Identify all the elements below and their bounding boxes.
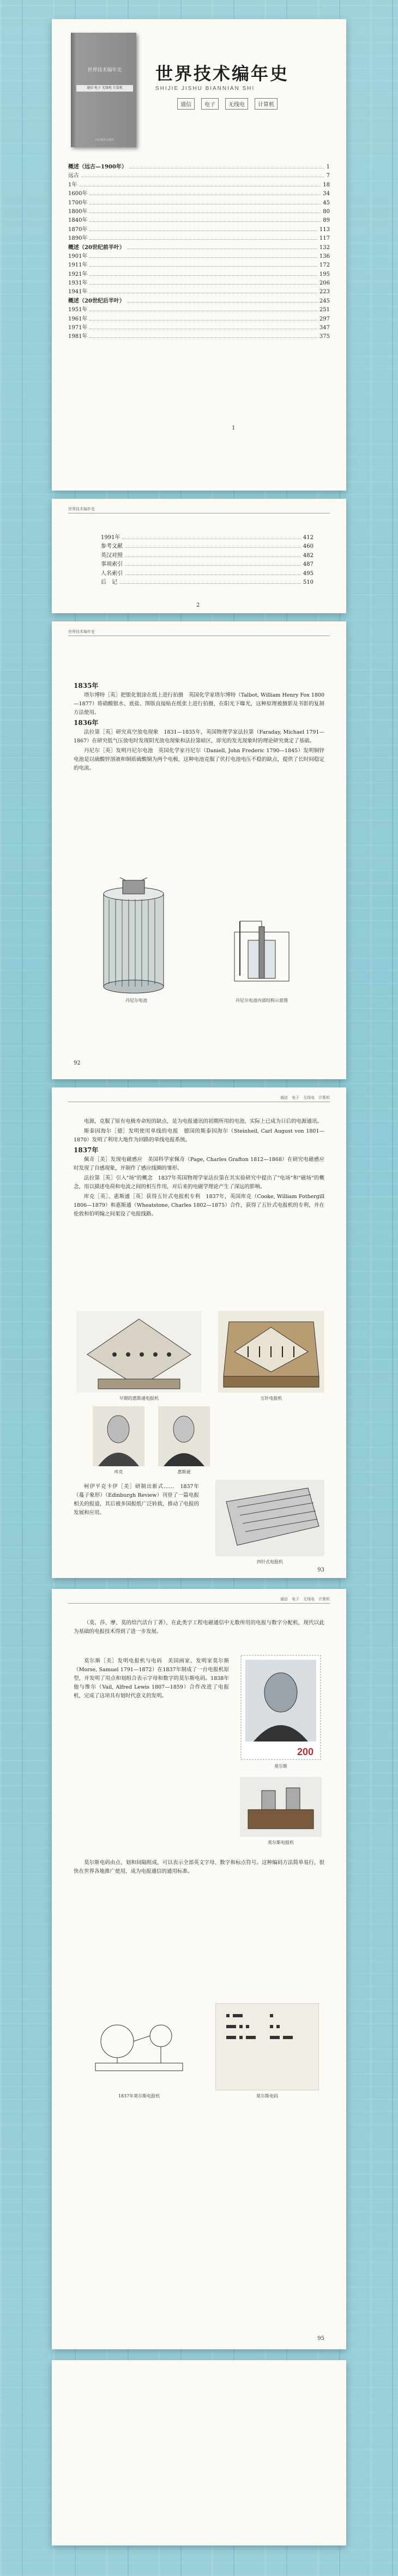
morse-code-chart xyxy=(215,2003,319,2090)
running-header: 世界技术编年史 xyxy=(68,507,95,511)
toc-entry-label: 1901年 xyxy=(68,253,88,259)
morse-apparatus-diagram xyxy=(85,2003,194,2090)
toc-entry-page: 117 xyxy=(319,235,330,242)
toc-entry-label: 人名索引 xyxy=(101,570,123,577)
toc-entry xyxy=(68,233,330,242)
paragraph: （莫、莎、摩、莫的给汽活台丁著），在此类字工程电磁通信中无数所用的电报与数字分配机，现代以此为基础的电报技术得到了进一步发展。 xyxy=(74,1620,324,1635)
toc-entry xyxy=(68,314,330,323)
toc-entry-label: 1870年 xyxy=(68,226,88,233)
toc-leader xyxy=(125,561,301,566)
toc-leader xyxy=(89,235,317,240)
cooke-portrait xyxy=(93,1406,144,1466)
figure-caption: 五针电报机 xyxy=(260,1396,282,1401)
toc-leader xyxy=(89,208,321,213)
paragraph: 斯泰因海尔［德］发明使用单线的电报 德国的斯泰因海尔（Steinheil, Carl August von 1801—1870）发明了利用大地作为回路的单线电报系统。 xyxy=(74,1128,324,1143)
toc-entry-page: 7 xyxy=(326,173,330,179)
content-page-93 xyxy=(52,1087,346,1578)
article-column xyxy=(74,1859,324,1877)
toc-entry-label: 1931年 xyxy=(68,280,88,287)
year-heading: 1836年 xyxy=(74,719,99,727)
toc-entry-label: 后 记 xyxy=(101,579,117,585)
article-column xyxy=(74,1619,324,1637)
morse-stamp-image xyxy=(240,1654,322,1761)
page-number: 92 xyxy=(74,1060,81,1066)
toc-entry xyxy=(68,278,330,287)
toc-entry-page: 206 xyxy=(319,280,330,287)
toc-entry-label: 概述（远古—1900年） xyxy=(68,164,127,170)
paragraph: 法拉第［英］研究真空放电现象 1831—1835年，英国物理学家法拉第（Faraday, Michael 1791—1867）在研究低气压放电时发现阴光放电现象和法拉第暗区，即光的发光现象时的理论研究奠定了基础。 xyxy=(74,729,324,744)
toc-entry xyxy=(68,287,330,295)
toc-entry-page: 460 xyxy=(303,543,313,550)
topic-tag: 电子 xyxy=(201,98,219,110)
wheatstone-telegraph-illustration xyxy=(76,1311,202,1393)
toc-page-2 xyxy=(52,499,346,613)
stamp-value-text: 200 xyxy=(297,1746,314,1757)
toc-entry xyxy=(68,269,330,278)
paragraph: 莫尔斯电码由点、划和间隔组成，可以表示全部英文字母、数字和标点符号。这种编码方法简单易行，很快在世界各地推广使用，成为电报通信的通用标准。 xyxy=(74,1860,324,1874)
toc-entry xyxy=(68,215,330,224)
book-cover-series: 通信 电子 无线电 计算机 xyxy=(76,85,133,92)
toc-entry xyxy=(68,207,330,215)
toc-entry-label: 1700年 xyxy=(68,199,88,206)
page-number: 93 xyxy=(317,1567,324,1573)
figure-caption: 丹尼尔电池 xyxy=(125,998,147,1003)
toc-leader xyxy=(125,570,301,575)
toc-entry xyxy=(68,260,330,269)
toc-entry-page: 375 xyxy=(319,334,330,340)
toc-page xyxy=(52,19,346,491)
toc-entry-page: 297 xyxy=(319,316,330,322)
paragraph: 柯伊平克卡伊［美］研制出新式…… 1837年（蔓子象形）（Edinburgh Review）刊登了一篇电报相关的报道，其后被多国报纸广泛转载，推动了电报的发展和应用。 xyxy=(74,1484,199,1516)
toc-entry xyxy=(68,162,330,171)
toc-entry-page: 34 xyxy=(323,191,330,197)
toc-leader xyxy=(119,579,301,584)
four-needle-telegraph-illustration xyxy=(215,1480,324,1556)
toc-leader xyxy=(89,253,317,258)
year-heading: 1835年 xyxy=(74,682,99,690)
topic-tag: 计算机 xyxy=(255,98,278,110)
toc-entry-page: 412 xyxy=(303,535,313,541)
figure-caption: 莫尔斯电码 xyxy=(256,2094,278,2099)
toc-leader xyxy=(89,333,317,338)
toc-entry-page: 113 xyxy=(319,226,330,233)
toc-leader xyxy=(89,271,317,276)
toc-entry xyxy=(68,225,330,233)
toc-leader xyxy=(89,306,317,311)
toc-entry xyxy=(68,198,330,207)
toc-leader xyxy=(125,543,301,548)
toc-entry-page: 136 xyxy=(319,253,330,259)
toc-leader xyxy=(127,298,317,303)
toc-entry-page: 482 xyxy=(303,552,313,559)
toc-entry xyxy=(68,331,330,340)
toc-leader xyxy=(89,217,321,222)
toc-entry-page: 510 xyxy=(303,579,313,585)
toc-entry-page: 347 xyxy=(319,325,330,331)
toc-entry-page: 223 xyxy=(319,289,330,295)
toc-entry-label: 1600年 xyxy=(68,191,88,197)
page-number: 95 xyxy=(317,2336,324,2342)
toc-leader xyxy=(89,262,317,267)
article-column-narrow xyxy=(74,1483,199,1519)
toc-entry-page: 89 xyxy=(323,217,330,224)
toc-entry-page: 132 xyxy=(319,244,330,251)
toc-leader xyxy=(89,316,317,321)
toc-leader xyxy=(129,164,324,168)
paragraph: 佩奇［美］发现电磁感应 美国科学家佩奇（Page, Charles Grafton 1812—1868）在研究电磁感应时发现了自感现象，并制作了感应线圈的雏形。 xyxy=(74,1157,324,1171)
toc-entry xyxy=(68,189,330,197)
article-column xyxy=(74,681,324,774)
paragraph: 库克［英］、惠斯通［英］获得五针式电报机专利 1837年，英国库克（Cooke, William Fothergill 1806—1879）和惠斯通（Wheatstone, Charles 1802—1875）合作，获得了五针式电报机的专利，并在伦敦和伯明翰之间架设了电报线路。 xyxy=(74,1194,324,1217)
toc-entry xyxy=(68,323,330,331)
toc-entry-page: 245 xyxy=(319,298,330,304)
toc-entry-page: 172 xyxy=(319,262,330,269)
toc-entry-label: 概述（20世纪后半叶） xyxy=(68,298,125,304)
paragraph: 法拉第［英］引入"场"的概念 1837年英国物理学家法拉第在其实验研究中提出了"电场"和"磁场"的概念，用以描述电荷和电流之间的相互作用，对后来的电磁学理论产生了深远的影响。 xyxy=(74,1175,324,1190)
toc-entry-page: 251 xyxy=(319,307,330,313)
page-number: 2 xyxy=(196,602,200,608)
book-cover-title: 世界技术编年史 xyxy=(87,68,122,73)
toc-leader xyxy=(122,534,300,539)
book-cover-publisher: 山东教育出版社 xyxy=(95,138,114,142)
figure-caption: 惠斯通 xyxy=(177,1470,191,1474)
figure-caption: 1837年莫尔斯电报机 xyxy=(118,2094,160,2099)
figure-caption: 库克 xyxy=(114,1470,123,1474)
daniell-cell-diagram xyxy=(215,916,308,987)
toc-entry xyxy=(101,559,313,568)
five-needle-telegraph-illustration xyxy=(218,1311,324,1393)
table-of-contents-continued xyxy=(101,533,313,586)
paragraph: 丹尼尔［英］发明丹尼尔电池 英国化学家丹尼尔（Daniell, John Frederic 1790—1845）发明铜锌电池是以硫酸锌溶液和铜质硫酸铜为两个电极，这种电池克服了伏打电池电压不稳的缺点，提供了长时间稳定的电流。 xyxy=(74,748,324,771)
article-column xyxy=(74,1117,324,1220)
toc-entry-label: 1951年 xyxy=(68,307,88,313)
toc-leader xyxy=(89,199,321,204)
topic-tag: 无线电 xyxy=(225,98,248,110)
paragraph: 莫尔斯［美］发明电报机与电码 美国画家、发明家莫尔斯（Morse, Samuel 1791—1872）在1837年制成了一台电报机原型，并发明了用点和划组合表示字母和数字的莫尔斯电码。1838年他与维尔（Vail, Alfred Lewis 1807—1859）合作改进了电报机，完成了这项具有划时代意义的发明。 xyxy=(74,1658,229,1699)
toc-leader xyxy=(81,172,324,177)
article-column-narrow xyxy=(74,1657,229,1702)
running-header: 世界技术编年史 xyxy=(68,630,95,634)
toc-entry xyxy=(101,569,313,577)
toc-entry-label: 1840年 xyxy=(68,217,88,224)
toc-entry-label: 1800年 xyxy=(68,208,88,215)
toc-entry-label: 远古 xyxy=(68,173,79,179)
content-page-92 xyxy=(52,621,346,1079)
daniell-cell-illustration xyxy=(82,878,191,995)
toc-entry-label: 1991年 xyxy=(101,535,120,541)
topic-tag: 通信 xyxy=(177,98,195,110)
toc-entry xyxy=(68,243,330,251)
toc-entry-label: 1981年 xyxy=(68,334,88,340)
content-page-partial xyxy=(52,2360,346,2545)
content-page-95 xyxy=(52,1589,346,2349)
toc-leader xyxy=(79,182,321,186)
toc-entry xyxy=(68,251,330,260)
toc-entry-page: 487 xyxy=(303,561,313,568)
toc-entry-page: 80 xyxy=(323,208,330,215)
toc-entry xyxy=(68,305,330,313)
figure-caption: 莫尔斯 xyxy=(274,1764,287,1769)
toc-entry xyxy=(101,577,313,586)
page-subtitle: SHIJIE JISHU BIANNIAN SHI xyxy=(155,86,255,92)
toc-entry-label: 1921年 xyxy=(68,271,88,277)
page-title: 世界技术编年史 xyxy=(155,63,290,84)
toc-leader xyxy=(89,226,317,231)
topic-tags xyxy=(177,98,278,110)
toc-entry-label: 1890年 xyxy=(68,235,88,242)
running-header: 通信 电子 无线电 计算机 xyxy=(280,1096,330,1100)
toc-entry-label: 概述（20世纪前半叶） xyxy=(68,244,125,251)
figure-caption: 早期的惠斯通电报机 xyxy=(119,1396,159,1401)
figure-caption: 四针式电报机 xyxy=(257,1559,283,1564)
toc-leader xyxy=(127,244,317,249)
header-rule xyxy=(68,1603,330,1604)
toc-entry-label: 参考文献 xyxy=(101,543,123,550)
toc-leader xyxy=(125,552,301,557)
toc-entry xyxy=(101,541,313,550)
running-header: 通信 电子 无线电 计算机 xyxy=(280,1597,330,1601)
table-of-contents xyxy=(68,162,330,341)
toc-entry-label: 事项索引 xyxy=(101,561,123,568)
toc-entry-label: 1911年 xyxy=(68,262,88,269)
toc-entry xyxy=(68,296,330,305)
toc-leader xyxy=(89,280,317,285)
book-cover-image xyxy=(71,33,136,147)
page-number: 1 xyxy=(232,425,236,431)
toc-entry xyxy=(68,171,330,179)
toc-entry-page: 45 xyxy=(323,199,330,206)
toc-leader xyxy=(89,324,317,329)
toc-leader xyxy=(89,288,317,293)
figure-caption: 丹尼尔电池内部结构示意图 xyxy=(236,998,288,1003)
toc-entry xyxy=(68,180,330,189)
toc-entry-label: 英汉对照 xyxy=(101,552,123,559)
toc-leader xyxy=(89,190,321,195)
wheatstone-portrait xyxy=(158,1406,210,1466)
toc-entry-page: 495 xyxy=(303,570,313,577)
figure-caption: 莫尔斯电报机 xyxy=(268,1840,294,1845)
toc-entry-label: 1971年 xyxy=(68,325,88,331)
toc-entry-page: 195 xyxy=(319,271,330,277)
year-heading: 1837年 xyxy=(74,1146,99,1154)
toc-entry-label: 1961年 xyxy=(68,316,88,322)
toc-entry-page: 18 xyxy=(323,182,330,188)
toc-entry xyxy=(101,551,313,559)
toc-entry-page: 1 xyxy=(326,164,330,170)
paragraph: 塔尔博特［英］把银化银涂在纸上进行拍摄 英国化学家塔尔博特（Talbot, William Henry Fox 1800—1877）将硝酸银水、底盐、图版直接贴在纸张上进行拍摄，在阳光下曝光，这种原理被摄影及书影的复制方法使用。 xyxy=(74,692,324,716)
toc-entry xyxy=(101,533,313,541)
toc-entry-label: 1941年 xyxy=(68,289,88,295)
toc-entry-label: 1年 xyxy=(68,182,77,188)
paragraph: 电源，克服了原有电极寿命短的缺点，是为电报通讯的初期所用的电池，实际上已成为日后的电源通讯。 xyxy=(84,1118,323,1124)
morse-telegraph-image xyxy=(240,1777,322,1837)
